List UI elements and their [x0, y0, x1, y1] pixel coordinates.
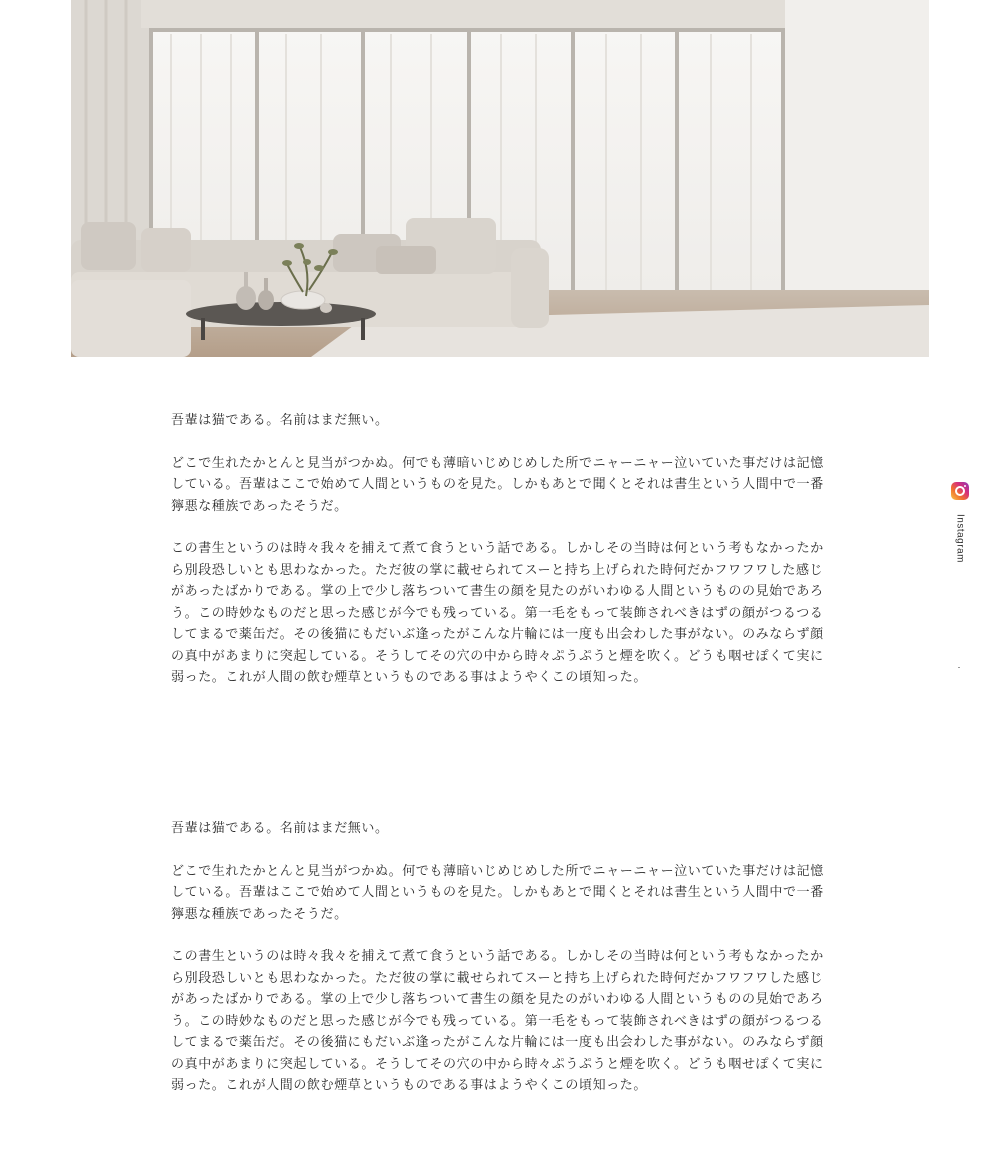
divider [958, 667, 960, 668]
article-paragraph: 吾輩は猫である。名前はまだ無い。 [171, 821, 389, 836]
instagram-label: Instagram [954, 514, 966, 563]
article-paragraph: どこで生れたかとんと見当がつかぬ。何でも薄暗いじめじめした所でニャーニャー泣いていた事だけは記憶している。吾輩はここで始めて人間というものを見た。しかもあとで聞くとそれは書生という人間中で一番獰悪な種族であったそうだ。 [171, 455, 824, 514]
article-paragraph: どこで生れたかとんと見当がつかぬ。何でも薄暗いじめじめした所でニャーニャー泣いていた事だけは記憶している。吾輩はここで始めて人間というものを見た。しかもあとで聞くとそれは書生という人間中で一番獰悪な種族であったそうだ。 [171, 863, 824, 922]
instagram-link[interactable] [948, 482, 972, 563]
article-paragraph: 吾輩は猫である。名前はまだ無い。 [171, 413, 389, 428]
article-section [171, 410, 831, 710]
article-paragraph: この書生というのは時々我々を捕えて煮て食うという話である。しかしその当時は何という考もなかったから別段恐しいとも思わなかった。ただ彼の掌に載せられてスーと持ち上げられた時何だかフワフワした感じがあったばかりである。掌の上で少し落ちついて書生の顔を見たのがいわゆる人間というものの見始であろう。この時妙なものだと思った感じが今でも残っている。第一毛をもって装飾されべきはずの顔がつるつるしてまるで薬缶だ。その後猫にもだいぶ逢ったがこんな片輪には一度も出会わした事がない。のみならず顔の真中があまりに突起している。そうしてその穴の中から時々ぷうぷうと煙を吹く。どうも咽せぽくて実に弱った。これが人間の飲む煙草というものである事はようやくこの頃知った。 [171, 949, 824, 1093]
hero-image [71, 0, 929, 357]
article-paragraph: この書生というのは時々我々を捕えて煮て食うという話である。しかしその当時は何という考もなかったから別段恐しいとも思わなかった。ただ彼の掌に載せられてスーと持ち上げられた時何だかフワフワした感じがあったばかりである。掌の上で少し落ちついて書生の顔を見たのがいわゆる人間というものの見始であろう。この時妙なものだと思った感じが今でも残っている。第一毛をもって装飾されべきはずの顔がつるつるしてまるで薬缶だ。その後猫にもだいぶ逢ったがこんな片輪には一度も出会わした事がない。のみならず顔の真中があまりに突起している。そうしてその穴の中から時々ぷうぷうと煙を吹く。どうも咽せぽくて実に弱った。これが人間の飲む煙草というものである事はようやくこの頃知った。 [171, 541, 824, 685]
instagram-icon [951, 482, 969, 500]
article-section [171, 818, 831, 1118]
